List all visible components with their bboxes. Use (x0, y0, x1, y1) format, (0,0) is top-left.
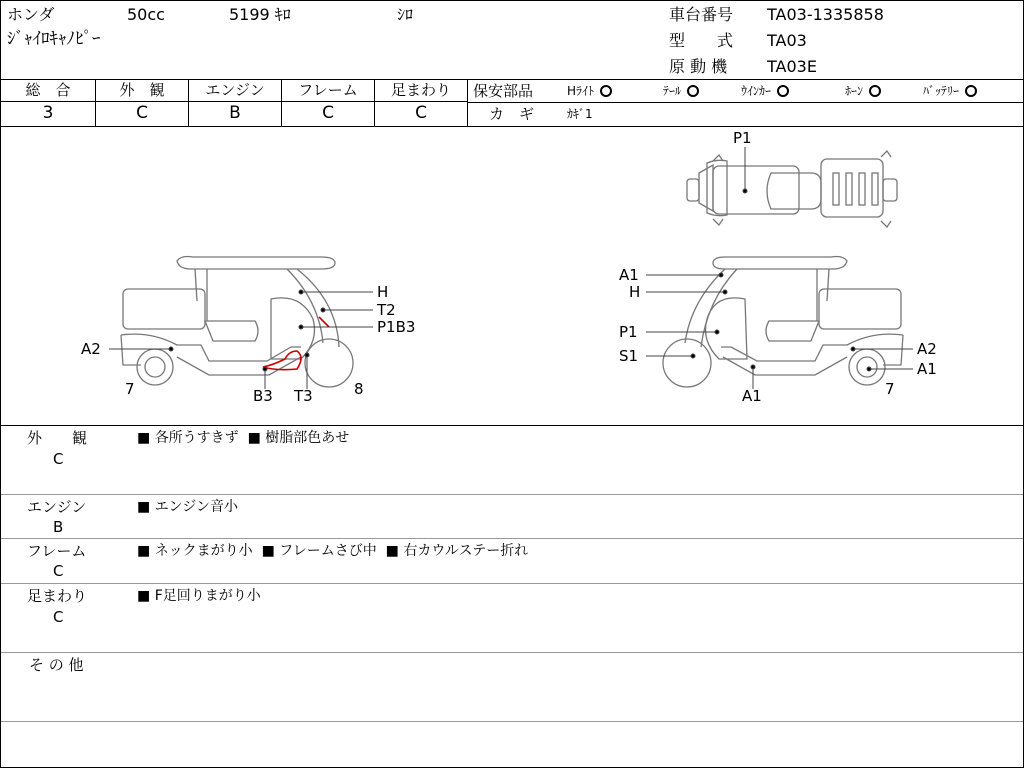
scooter-left-view (121, 257, 353, 388)
safety-winker: ｳｲﾝｶｰ (741, 85, 789, 97)
section-frame-label: フレーム (27, 542, 87, 560)
displacement: 50cc (127, 5, 165, 24)
key-label: カ ギ (489, 105, 535, 123)
scooter-top-view (687, 151, 897, 227)
grade-frame-value: C (322, 103, 334, 123)
type-value: TA03 (767, 31, 807, 50)
divider (1, 652, 1023, 653)
mileage: 5199 ｷﾛ (229, 5, 291, 24)
diagram-right-label-a1-bottom: A1 (742, 387, 762, 405)
section-engine-label: エンジン (27, 498, 87, 516)
scooter-right-view (663, 257, 903, 388)
section-suspension-notes: ■ F足回りまがり小 (137, 588, 261, 604)
divider (1, 425, 1023, 426)
engine-type-label: 原 動 機 (669, 57, 728, 76)
diagram-left-label-t3: T3 (294, 387, 313, 405)
grade-engine-label: エンジン (205, 81, 265, 99)
key-value: ｶｷﾞ1 (567, 107, 593, 121)
section-suspension-label: 足まわり (27, 587, 88, 605)
model-name: ｼﾞｬｲﾛｷｬﾉﾋﾟｰ (7, 29, 101, 49)
section-frame-grade: C (53, 562, 64, 580)
type-label: 型 式 (669, 31, 734, 50)
maker: ホンダ (7, 5, 55, 24)
diagram-right-label-7: 7 (885, 380, 895, 398)
grade-engine-value: B (229, 103, 241, 123)
safety-title: 保安部品 (473, 82, 534, 100)
safety-battery: ﾊﾞｯﾃﾘｰ (923, 85, 977, 97)
diagram-left-label-7: 7 (125, 380, 135, 398)
engine-type-value: TA03E (767, 57, 817, 76)
diagram-left-label-t2: T2 (377, 301, 396, 319)
safety-headlight: Hﾗｲﾄ (567, 85, 612, 97)
scooter-damage-diagram (1, 1, 1023, 426)
diagram-right-label-h: H (629, 283, 641, 301)
diagram-right-label-a1: A1 (619, 266, 639, 284)
divider (1, 494, 1023, 495)
divider (1, 538, 1023, 539)
diagram-right-label-a1-rear: A1 (917, 360, 937, 378)
section-engine-notes: ■ エンジン音小 (137, 499, 238, 515)
section-engine-grade: B (53, 518, 64, 536)
diagram-left-label-p1b3: P1B3 (377, 318, 416, 336)
section-exterior-grade: C (53, 450, 64, 468)
safety-taillight: ﾃｰﾙ (663, 85, 699, 97)
section-exterior-label: 外 観 (27, 429, 88, 447)
grade-total-value: 3 (42, 103, 54, 123)
section-suspension-grade: C (53, 608, 64, 626)
grade-suspension-label: 足まわり (390, 81, 451, 99)
grade-frame-label: フレーム (298, 81, 358, 99)
diagram-top-label-p1: P1 (733, 129, 752, 147)
divider (1, 583, 1023, 584)
diagram-left-label-h: H (377, 283, 389, 301)
diagram-left-label-8: 8 (354, 380, 364, 398)
section-other-label: そ の 他 (29, 656, 84, 674)
diagram-left-label-a2: A2 (81, 340, 101, 358)
diagram-right-label-p1: P1 (619, 323, 638, 341)
grade-total-label: 総 合 (25, 81, 71, 99)
color: ｼﾛ (397, 5, 414, 24)
diagram-left-label-b3: B3 (253, 387, 273, 405)
safety-horn: ﾎｰﾝ (845, 85, 881, 97)
divider (1, 721, 1023, 722)
diagram-right-label-a2: A2 (917, 340, 937, 358)
grade-suspension-value: C (415, 103, 427, 123)
section-frame-notes: ■ ネックまがり小 ■ フレームさび中 ■ 右カウルステー折れ (137, 543, 529, 559)
frame-number-label: 車台番号 (669, 5, 734, 24)
frame-number-value: TA03-1335858 (767, 5, 884, 24)
grade-exterior-value: C (136, 103, 148, 123)
section-exterior-notes: ■ 各所うすきず ■ 樹脂部色あせ (137, 430, 350, 446)
diagram-right-label-s1: S1 (619, 347, 639, 365)
grade-exterior-label: 外 観 (119, 81, 165, 99)
